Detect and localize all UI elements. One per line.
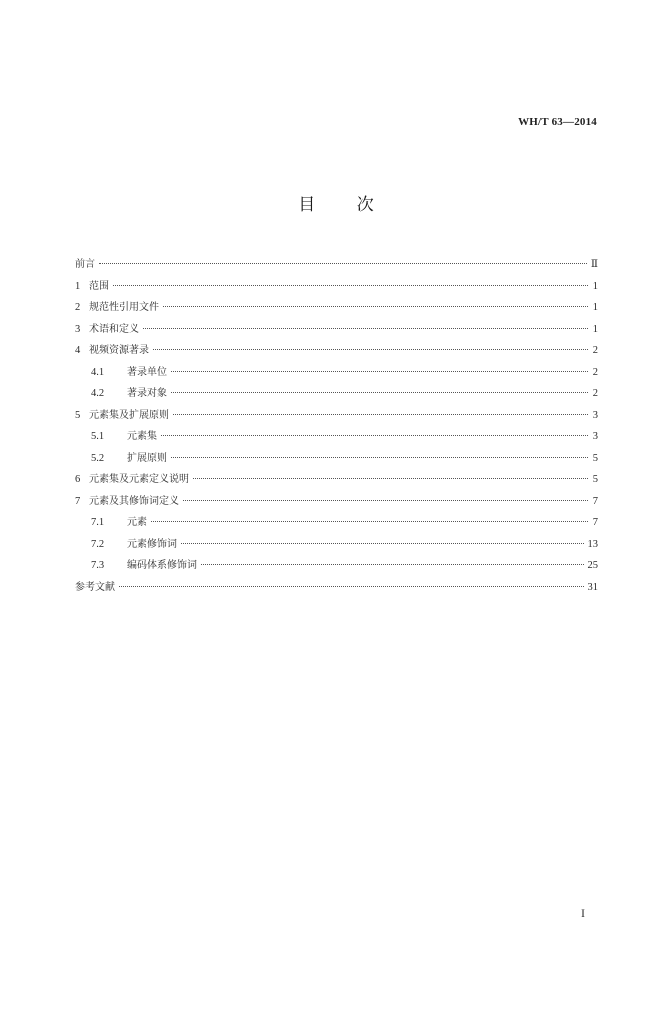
toc-entry-title: 规范性引用文件	[89, 302, 159, 313]
toc-entry-title: 元素集及扩展原则	[89, 409, 169, 421]
toc-entry-title: 元素	[127, 517, 147, 528]
toc-entry[interactable]	[75, 362, 598, 384]
toc-leader-dots	[119, 586, 584, 587]
toc-entry-number: 1	[75, 280, 81, 292]
toc-entry-title: 著录对象	[127, 388, 167, 399]
toc-entry-title: 术语和定义	[89, 323, 139, 335]
toc-entry-number: 7.2	[91, 538, 105, 550]
toc-entry[interactable]	[75, 448, 598, 470]
table-of-contents	[75, 254, 598, 598]
toc-entry[interactable]	[75, 254, 598, 276]
toc-entry-title: 前言	[75, 259, 95, 270]
toc-entry-number: 2	[75, 302, 81, 313]
toc-entry[interactable]	[75, 276, 598, 298]
toc-leader-dots	[163, 306, 588, 307]
toc-entry-page: 2	[592, 366, 598, 378]
toc-leader-dots	[173, 414, 588, 415]
toc-leader-dots	[193, 478, 588, 479]
toc-entry-title: 元素集及元素定义说明	[89, 474, 189, 485]
toc-leader-dots	[181, 543, 584, 544]
toc-entry[interactable]	[75, 491, 598, 513]
toc-entry-number: 6	[75, 474, 81, 485]
toc-entry-title: 元素集	[127, 431, 157, 442]
toc-leader-dots	[171, 371, 588, 372]
toc-entry-number: 5	[75, 409, 81, 421]
toc-leader-dots	[201, 564, 584, 565]
toc-entry-page: 1	[592, 280, 598, 292]
toc-entry[interactable]	[75, 577, 598, 599]
toc-entry[interactable]	[75, 405, 598, 427]
toc-entry-page: 5	[592, 474, 598, 485]
toc-entry-page: 31	[587, 581, 598, 593]
toc-entry-page: 3	[592, 431, 598, 442]
toc-leader-dots	[113, 285, 588, 286]
toc-entry-page: 13	[587, 538, 598, 550]
toc-entry-number: 7.1	[91, 517, 105, 528]
toc-entry-number: 4.2	[91, 388, 105, 399]
toc-leader-dots	[151, 521, 588, 522]
toc-entry-title: 扩展原则	[127, 452, 167, 464]
toc-entry-title: 范围	[89, 280, 109, 292]
toc-leader-dots	[143, 328, 588, 329]
toc-entry-title: 编码体系修饰词	[127, 560, 197, 571]
toc-entry[interactable]	[75, 319, 598, 341]
toc-entry-title: 著录单位	[127, 366, 167, 378]
standard-code: WH/T 63—2014	[518, 116, 597, 128]
toc-entry[interactable]	[75, 512, 598, 534]
toc-entry-page: 7	[592, 517, 598, 528]
toc-entry-page: 7	[592, 495, 598, 507]
toc-entry-page: 1	[592, 302, 598, 313]
toc-leader-dots	[161, 435, 588, 436]
toc-entry-page: 5	[592, 452, 598, 464]
page-number: I	[581, 906, 585, 920]
toc-leader-dots	[171, 392, 588, 393]
toc-leader-dots	[171, 457, 588, 458]
toc-entry-title: 视频资源著录	[89, 345, 149, 356]
toc-entry-page: 2	[592, 345, 598, 356]
toc-entry-title: 参考文献	[75, 581, 115, 593]
toc-entry[interactable]	[75, 426, 598, 448]
toc-entry-number: 7	[75, 495, 81, 507]
toc-entry-page: 2	[592, 388, 598, 399]
toc-entry[interactable]	[75, 383, 598, 405]
toc-entry-page: Ⅱ	[590, 259, 598, 270]
toc-entry[interactable]	[75, 534, 598, 556]
toc-entry-number: 4	[75, 345, 81, 356]
toc-entry[interactable]	[75, 555, 598, 577]
toc-entry-number: 4.1	[91, 366, 105, 378]
toc-entry-number: 3	[75, 323, 81, 335]
toc-entry-page: 25	[587, 560, 598, 571]
toc-title: 目 次	[298, 195, 374, 215]
toc-entry-page: 3	[592, 409, 598, 421]
toc-entry[interactable]	[75, 340, 598, 362]
toc-entry[interactable]	[75, 297, 598, 319]
toc-entry-number: 5.2	[91, 452, 105, 464]
toc-leader-dots	[153, 349, 588, 350]
toc-entry-number: 7.3	[91, 560, 105, 571]
toc-entry-title: 元素修饰词	[127, 538, 177, 550]
toc-entry[interactable]	[75, 469, 598, 491]
toc-leader-dots	[99, 263, 587, 264]
toc-entry-title: 元素及其修饰词定义	[89, 495, 179, 507]
toc-leader-dots	[183, 500, 588, 501]
toc-entry-number: 5.1	[91, 431, 105, 442]
toc-entry-page: 1	[592, 323, 598, 335]
